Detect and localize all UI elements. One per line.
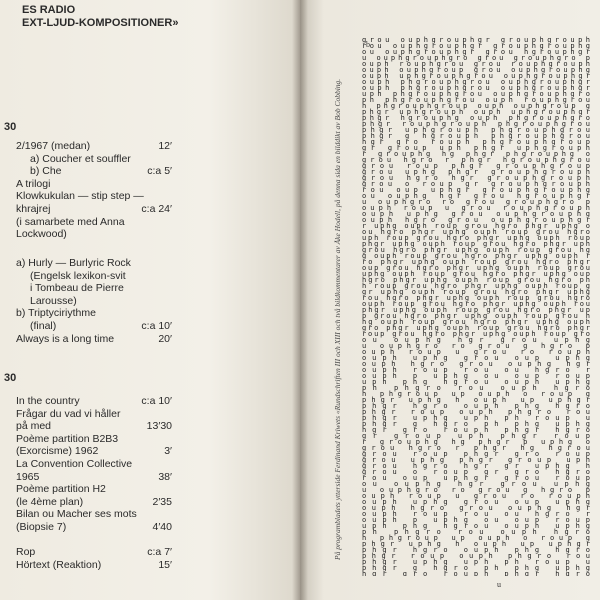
program-entry: A trilogi	[16, 177, 51, 190]
program-entry: på med	[16, 420, 52, 433]
program-duration: 12′	[158, 140, 172, 152]
pattern-row: phgr g hgro ph phg uphg	[362, 564, 590, 572]
program-entry: La Convention Collective	[16, 458, 133, 470]
pattern-row: hg ouph roup grou hgro phgr uphg ouph	[362, 318, 590, 326]
book-spine	[292, 0, 308, 600]
pattern-row: uph phg hgrou ouph uphg	[362, 522, 590, 530]
pattern-row: ouph uphgrouphgrou ouphgrouphgr	[362, 72, 590, 80]
pattern-row: ouph uphg grou oup uphg	[362, 498, 590, 506]
pattern-row: ou ouphg hgr grou uphg	[362, 480, 590, 488]
program-entry: b) Triptyciriythme	[16, 307, 96, 320]
pattern-row: gr group uph phgr roup	[362, 432, 590, 440]
page-folio-top: b	[366, 40, 370, 49]
program-entry: 1965	[16, 470, 40, 483]
pattern-row: phgr g hgro ph phg uphg	[362, 420, 590, 428]
pattern-row: ouph roup u grou ro rouph	[362, 492, 590, 500]
pattern-row: ph phgro rou ouph hgro	[362, 528, 590, 536]
pattern-row: ouph p uphg ou oup roup	[362, 516, 590, 524]
pattern-row: h phgroup up ouph o roup g	[362, 390, 590, 398]
program-entry: Larousse)	[30, 294, 77, 307]
pattern-row: grou hgro r phgr hg hgrou	[362, 444, 590, 452]
pattern-row: ouph phgrouphgrou ouphgrouphgr	[362, 78, 590, 86]
pattern-row: uph phg hgrou ouph uphg	[362, 378, 590, 386]
page-folio-bottom: u	[497, 580, 501, 589]
pattern-row: r grouphg hg phgr phgrouphg o	[362, 150, 590, 158]
pattern-row: rou ouphgrouphgr grouphgrouphg	[362, 42, 590, 50]
program-duration: c:a 24′	[141, 203, 172, 215]
pattern-row: ou ouphgrouphgr grou hgrouphgr	[362, 48, 590, 56]
pattern-row: gr group uph phgr uphgrouph	[362, 144, 590, 152]
pattern-row: ph phgrouphgrou ouph rouphgrou	[362, 96, 590, 104]
pattern-row: ou ouphg hgr grou hgrouphgr	[362, 192, 590, 200]
pattern-row: ouph hgro grou ouphg hgr	[362, 504, 590, 512]
program-duration: 38′	[158, 470, 172, 483]
program-entry: Poème partition B2B3	[16, 432, 119, 445]
pattern-row: ouph hgro grou ouphgrouphgr	[362, 216, 590, 224]
program-entry: b) Che	[30, 165, 62, 178]
pattern-row: uphg ouph roup grou hgro phgr uphg oup	[362, 270, 590, 278]
program-duration: 15′	[158, 558, 172, 571]
program-entry: i Tombeau de Pierre	[30, 282, 124, 295]
program-duration: c:a 5′	[147, 165, 172, 178]
pattern-row: ouph ouphgroup grou ouphgrouphg	[362, 66, 590, 74]
pattern-row: uph phgrouphgrou ouphgrouphgro	[362, 90, 590, 98]
program-entry: (final)	[30, 320, 57, 332]
program-duration: 2′35	[152, 495, 172, 508]
pattern-row: hgr gro rouph phgrouphgroup	[362, 138, 590, 146]
pattern-row: gr uphg ouph roup grou hgro phgr uphg	[362, 288, 590, 296]
pattern-row: ouph uphg grou oup uphg	[362, 354, 590, 362]
pattern-row: ouph phgrouphgrou ouphgrouphgr	[362, 84, 590, 92]
program-entry: (i samarbete med Anna	[16, 215, 125, 228]
pattern-row: phgr uphg ouph roup grou hgro phgr up	[362, 306, 590, 314]
section-time-2: 30	[4, 372, 17, 384]
program-entry: Lockwood)	[16, 228, 67, 241]
pattern-row: gro phgr uphg ouph roup grou hgro phgr	[362, 324, 590, 332]
program-entry: Bilan ou Macher ses mots	[16, 508, 137, 521]
pattern-row: h roup grou hgro phgr uphg ouph roup g	[362, 282, 590, 290]
pattern-row: phgr hgrouphg ouph phgrouphgro	[362, 114, 590, 122]
pattern-row: phgr rouphgrouph phgrouphgrou	[362, 120, 590, 128]
section-time-1: 30	[4, 121, 17, 133]
pattern-row: rou oup uphgr grouphgrouphg	[362, 186, 590, 194]
program-entry: Klowkukulan — stip step —	[16, 190, 144, 203]
pattern-row: hgro phgr uphg ouph roup grou hgro ph	[362, 276, 590, 284]
program-entry: Hörtext (Reaktion)	[16, 558, 102, 571]
pattern-row: phgr uphg h ouph up uphgr	[362, 396, 590, 404]
pattern-row: ouph roup u grou ro rouph	[362, 348, 590, 356]
pattern-row: ouph uphg grou ouphgrouphg	[362, 210, 590, 218]
pattern-row: ouph rouphgrou grou rouphgrouph	[362, 60, 590, 68]
pattern-row: grou uphg phgr grouphgrouph	[362, 168, 590, 176]
pattern-row: phgr hgro ouph phg hgro	[362, 546, 590, 554]
pattern-row: ro phgr uphg ouph roup grou hgro phgr	[362, 258, 590, 266]
pattern-row: g ouph roup grou hgro phgr uphg ouph r	[362, 252, 590, 260]
program-entry: khrajrej	[16, 203, 51, 215]
pattern-row: roup grou hgro phgr uphg ouph roup gro	[362, 330, 590, 338]
pattern-row: phgr uphgrouph ouph uphgrouphgr	[362, 108, 590, 116]
pattern-row: oup grou hgro phgr uphg ouph roup grou	[362, 264, 590, 272]
pattern-row: ou hgro phgr uphg ouph roup grou hgro	[362, 228, 590, 236]
pattern-row: r uphg ouph roup grou hgro phgr uphg o	[362, 222, 590, 230]
pattern-row: grou roup phgr gro roup	[362, 450, 590, 458]
pattern-row: phgr uphgrouph phgrouphgrou	[362, 126, 590, 134]
program-entry: (Exorcisme) 1962	[16, 445, 99, 458]
program-duration: 3′	[164, 445, 172, 458]
pattern-row: ph phgro rou ouph hgro	[362, 384, 590, 392]
pattern-row: ouph roup u grou rouphgrouph	[362, 204, 590, 212]
pattern-row: phgr uphg ouph roup grou hgro phgr uph	[362, 240, 590, 248]
pattern-row: h phgrouphgroup ouph ouphgroup g	[362, 102, 590, 110]
pattern-row: ouph roup rou ou hgro r	[362, 366, 590, 374]
pattern-row: ouph roup grou hgro phgr uphg ouph rou	[362, 300, 590, 308]
pattern-row: grou hgro hgr grouphgrouph	[362, 174, 590, 182]
pattern-row: grou hgro r phgr hgrouphgrou	[362, 156, 590, 164]
pattern-row: h phgroup up ouph o roup g	[362, 534, 590, 542]
pattern-row: p grou hgro phgr uphg ouph roup grou h	[362, 312, 590, 320]
pattern-row: phgr roup ouph phgro rou	[362, 552, 590, 560]
pattern-row: ouph roup rou ou hgro r	[362, 510, 590, 518]
pattern-row: ou ouphg hgr grou uphg	[362, 336, 590, 344]
pattern-row: u ouphgro ro grou g hgro p	[362, 486, 590, 494]
pattern-row: ouph p uphg ou oup roup	[362, 372, 590, 380]
program-entry: a) Hurly — Burlyric Rock	[16, 257, 131, 269]
pattern-row: ouph hgro grou ouphg hgr	[362, 360, 590, 368]
program-duration: 13′30	[146, 420, 172, 433]
pattern-row: hgr gro rouph phgr hgro	[362, 426, 590, 434]
pattern-row: rou hgro phgr uphg ouph roup grou hgro	[362, 294, 590, 302]
program-entry: Frågar du vad vi håller	[16, 407, 121, 420]
pattern-row: grou uphg phgr group uph	[362, 456, 590, 464]
program-duration: 4′40	[152, 521, 172, 533]
pattern-row: grou ouphgrouphgr grouphgrouph	[362, 36, 590, 44]
program-duration: c:a 10′	[141, 320, 172, 332]
pattern-row: u ouphgro ro grou g hgro p	[362, 342, 590, 350]
program-duration: c:a 10′	[141, 395, 172, 407]
concrete-poem-pattern	[362, 36, 590, 576]
pattern-row: u ouphgro ro grou grouphgro p	[362, 198, 590, 206]
program-entry: a) Coucher et souffler	[30, 152, 131, 165]
program-entry: (le 4ème plan)	[16, 495, 84, 508]
pattern-row: phgr roup ouph phgro rou	[362, 408, 590, 416]
pattern-row: grou hgro hgr gr uphg h	[362, 462, 590, 470]
pattern-row: r grouphg hg phgr p uphg o	[362, 438, 590, 446]
pattern-row: rou oup uphgr grou roup	[362, 474, 590, 482]
program-entry: In the country	[16, 395, 80, 407]
pattern-row: u ouphgrouphgro grou grouphgro p	[362, 54, 590, 62]
program-entry: Poème partition H2	[16, 483, 106, 496]
pattern-row: grou roup phgr grouphgroup	[362, 162, 590, 170]
program-duration: 20′	[158, 332, 172, 345]
vertical-caption: På programbladets ytterside Ferdinand Kriwets «Rundschriften III och XIII och två bildkommentarer av Åke Hodell, på denna sida en bilddikt av Bob Cobbing.	[333, 78, 342, 560]
program-entry: (Biopsie 7)	[16, 521, 67, 533]
pattern-row: phgr hgro ouph phg hgro	[362, 402, 590, 410]
header-line-2: EXT-LJUD-KOMPOSITIONER»	[22, 17, 179, 29]
pattern-row: grou o roup gr gro hgro	[362, 468, 590, 476]
pattern-row: phgr uphg uph ph roup u	[362, 558, 590, 566]
pattern-row: phgr uphg uph ph roup u	[362, 414, 590, 422]
pattern-row: grou o roup gr grouphgrouph	[362, 180, 590, 188]
program-entry: Rop	[16, 546, 36, 558]
pattern-row: uph roup grou hgro phgr uphg ouph roup	[362, 234, 590, 242]
pattern-row: phgr uphg h ouph up uphgr	[362, 540, 590, 548]
pattern-row: hgr gro rouph phgr hgro	[362, 570, 590, 576]
program-entry: 2/1967 (medan)	[16, 140, 91, 152]
pattern-row: grou hgro phgr uphg ouph roup grou hg	[362, 246, 590, 254]
program-entry: (Engelsk lexikon-svit	[30, 269, 126, 282]
program-entry: Always is a long time	[16, 332, 115, 345]
pattern-row: phgr g hgrouph phgrouphgrou	[362, 132, 590, 140]
header-line-1: ES RADIO	[22, 4, 76, 16]
program-duration: c:a 7′	[147, 546, 172, 558]
